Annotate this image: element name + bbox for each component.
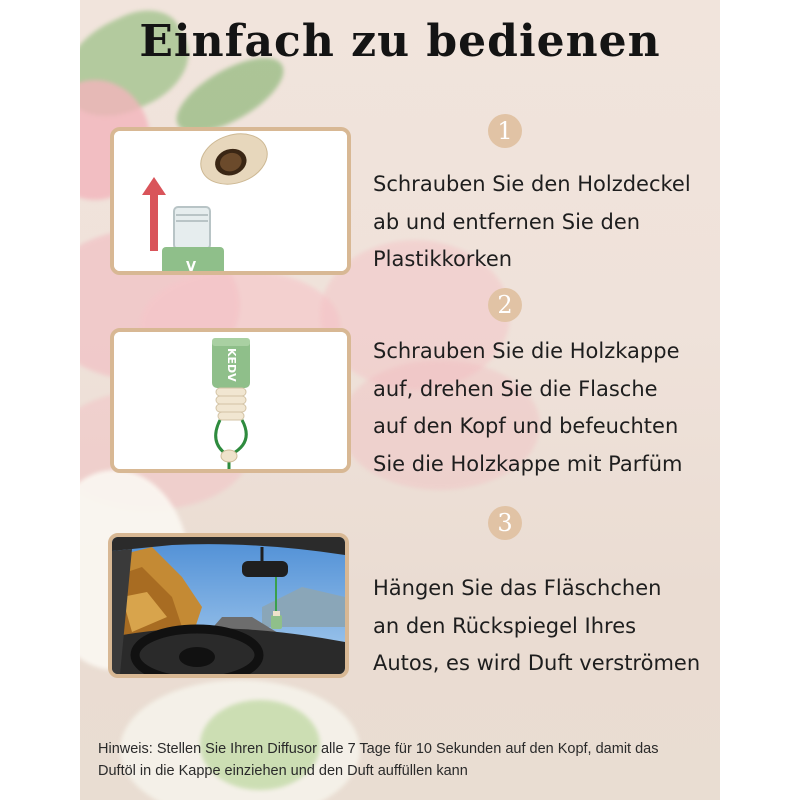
upside-down-bottle-illustration (114, 332, 347, 469)
hint-line: Hinweis: Stellen Sie Ihren Diffusor alle 7 Tage für 10 Sekunden auf den Kopf, damit das (98, 741, 659, 757)
hint-line: Duftöl in die Kappe einziehen und den Duft auffüllen kann (98, 763, 468, 779)
svg-text:V: V (186, 260, 197, 271)
step-2-line: Sie die Holzkappe mit Parfüm (373, 451, 683, 476)
step-2-line: Schrauben Sie die Holzkappe (373, 339, 680, 363)
infographic-panel (80, 0, 720, 800)
unscrew-cap-illustration (114, 131, 347, 271)
step-1-text (373, 166, 713, 279)
step-1-number-badge: 1 (488, 114, 522, 148)
step-1-line: Schrauben Sie den Holzdeckel (373, 172, 691, 196)
step-1-photo (110, 127, 351, 275)
step-3-text (373, 570, 713, 683)
page-title: Einfach zu bedienen (139, 16, 661, 67)
step-3-line: Hängen Sie das Fläschchen (373, 576, 662, 600)
step-2-text (373, 333, 713, 483)
step-2-number-badge: 2 (488, 288, 522, 322)
step-3-photo (108, 533, 349, 678)
hint-note (98, 738, 718, 782)
step-1-line: ab und entfernen Sie den (373, 209, 641, 234)
bottle-label: KEDV (225, 348, 238, 382)
car-interior-illustration (112, 537, 345, 674)
step-1-line: Plastikkorken (373, 247, 513, 271)
step-3-line: Autos, es wird Duft verströmen (373, 651, 701, 675)
step-2-photo (110, 328, 351, 473)
step-2-line: auf, drehen Sie die Flasche (373, 376, 658, 401)
step-3-number-badge: 3 (488, 506, 522, 540)
step-2-line: auf den Kopf und befeuchten (373, 414, 679, 438)
step-3-line: an den Rückspiegel Ihres (373, 613, 637, 638)
